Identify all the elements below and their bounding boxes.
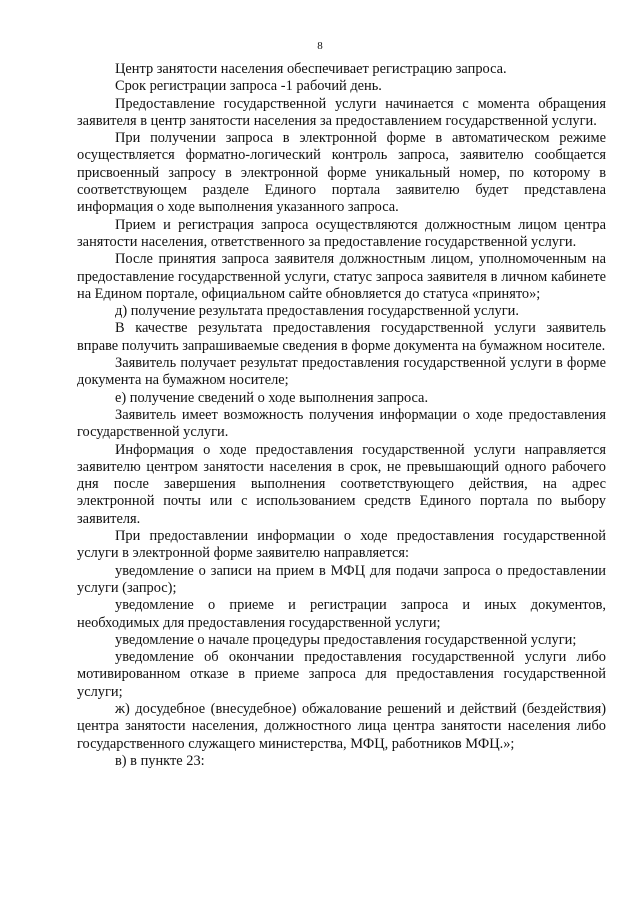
- paragraph-14: уведомление о записи на прием в МФЦ для подачи запроса о предоставлении услуги (запрос);: [77, 562, 606, 596]
- paragraph-6: После принятия запроса заявителя должностным лицом, уполномоченным на предоставление государственной услуги, статус запроса заявителя в личном кабинете на Едином портале, официальном сайте обновляется до статуса «принято»;: [77, 251, 606, 302]
- paragraph-5: Прием и регистрация запроса осуществляются должностным лицом центра занятости населения, ответственного за предоставление государственной услуги.: [77, 216, 606, 250]
- paragraph-10: е) получение сведений о ходе выполнения запроса.: [115, 389, 429, 406]
- paragraph-8: В качестве результата предоставления государственной услуги заявитель вправе получить запрашиваемые сведения в форме документа на бумажном носителе.: [77, 320, 606, 354]
- paragraph-13: При предоставлении информации о ходе предоставления государственной услуги в электронной форме заявителю направляется:: [77, 528, 606, 562]
- paragraph-12: Информация о ходе предоставления государственной услуги направляется заявителю центром занятости населения в срок, не превышающий одного рабочего дня после завершения выполнения соответствующего действия, на адрес электронной почты или с использованием средств Единого портала по выбору заявителя.: [77, 441, 606, 527]
- paragraph-2: Срок регистрации запроса -1 рабочий день.: [115, 78, 382, 95]
- paragraph-4: При получении запроса в электронной форме в автоматическом режиме осуществляется форматно-логический контроль запроса, заявителю сообщается присвоенный запросу в электронной форме уникальный номер, по которому в соответствующем разделе Единого портала заявителю будет представлена информация о ходе выполнения указанного запроса.: [77, 130, 606, 216]
- paragraph-15: уведомление о приеме и регистрации запроса и иных документов, необходимых для предоставления государственной услуги;: [77, 597, 606, 631]
- page-number: 8: [317, 40, 323, 52]
- paragraph-19: в) в пункте 23:: [115, 752, 205, 769]
- paragraph-17: уведомление об окончании предоставления государственной услуги либо мотивированном отказе в приеме запроса для предоставления государственной услуги;: [77, 649, 606, 700]
- paragraph-7: д) получение результата предоставления государственной услуги.: [115, 303, 519, 320]
- paragraph-18: ж) досудебное (внесудебное) обжалование решений и действий (бездействия) центра занятости населения, должностного лица центра занятости населения либо государственного служащего министерства, МФЦ, работников МФЦ.»;: [77, 700, 606, 752]
- paragraph-11: Заявитель имеет возможность получения информации о ходе предоставления государственной услуги.: [77, 406, 606, 441]
- paragraph-3: Предоставление государственной услуги начинается с момента обращения заявителя в центр занятости населения за предоставлением государственной услуги.: [77, 95, 606, 129]
- document-body: [77, 61, 606, 770]
- paragraph-1: Центр занятости населения обеспечивает регистрацию запроса.: [115, 61, 507, 77]
- paragraph-9: Заявитель получает результат предоставления государственной услуги в форме документа на бумажном носителе;: [77, 355, 606, 389]
- paragraph-16: уведомление о начале процедуры предоставления государственной услуги;: [115, 631, 577, 648]
